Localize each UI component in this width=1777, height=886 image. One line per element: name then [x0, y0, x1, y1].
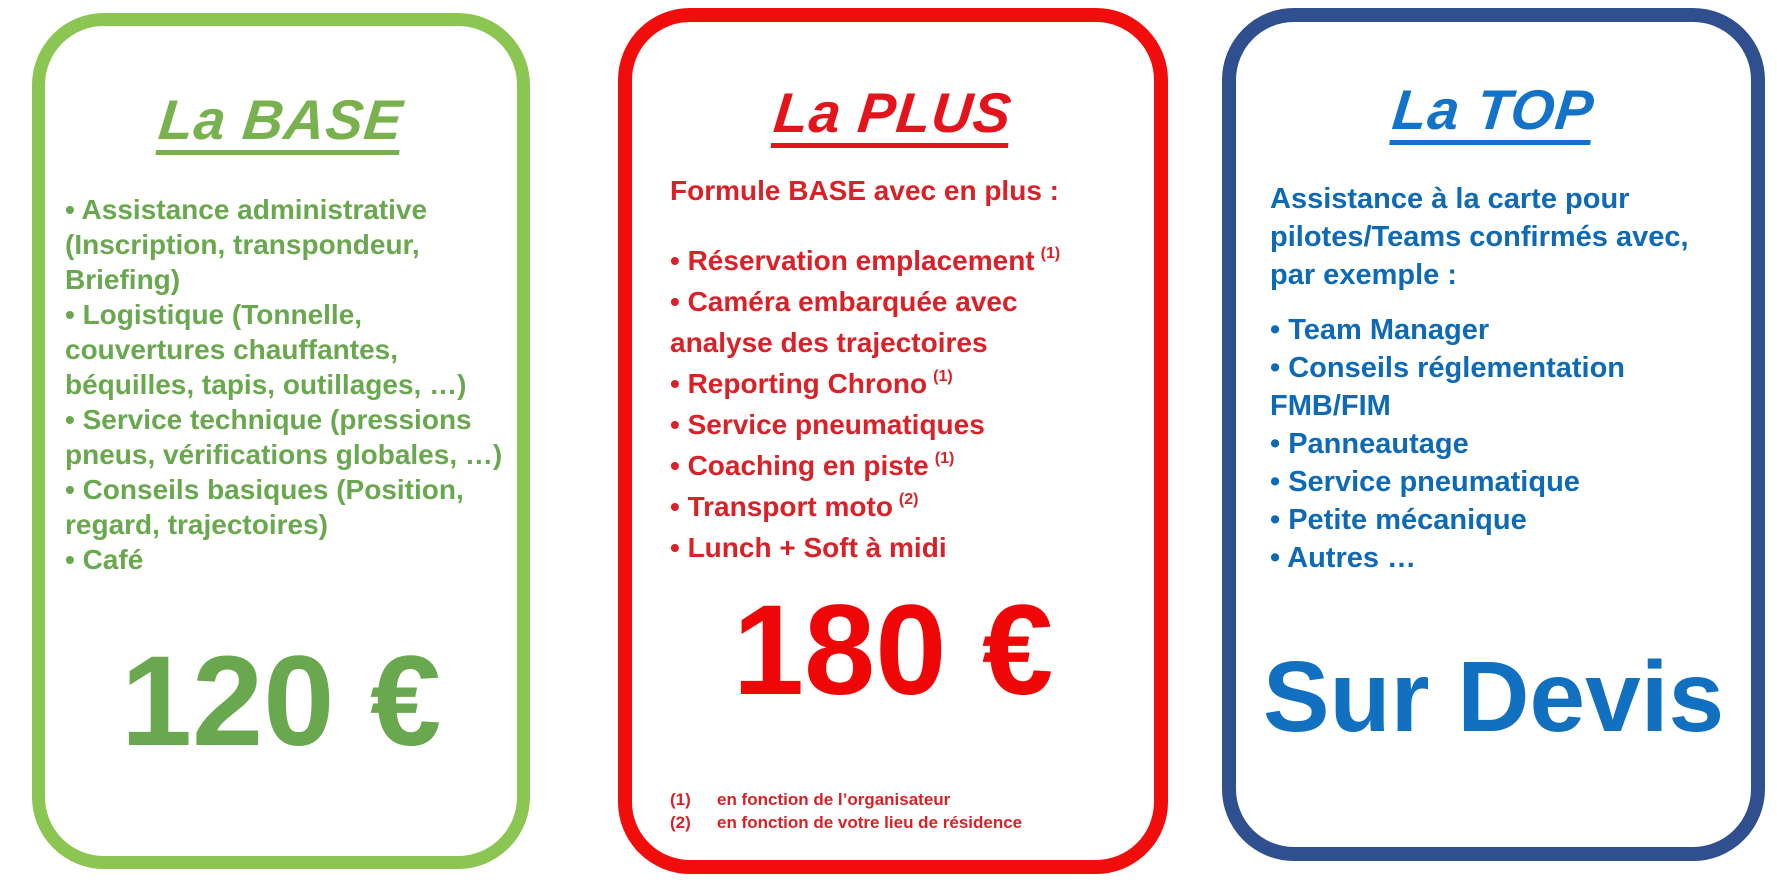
card-la-top [1222, 8, 1765, 861]
footnote-marker: (2) [670, 813, 691, 832]
feature-text: • Lunch + Soft à midi [670, 532, 947, 563]
feature-text: • Réservation emplacement [670, 245, 1035, 276]
feature-line: FMB/FIM [1270, 390, 1391, 422]
card-top-intro [1270, 180, 1745, 294]
feature-line: • Logistique (Tonnelle, [65, 299, 363, 330]
feature-line: • Conseils réglementation [1270, 352, 1626, 384]
feature-line [670, 284, 1148, 325]
feature-line: • Team Manager [1270, 314, 1490, 346]
feature-line [670, 243, 1148, 284]
intro-line: pilotes/Teams confirmés avec, [1270, 221, 1689, 253]
feature-line: (Inscription, transpondeur, [65, 229, 420, 260]
card-plus-intro: Formule BASE avec en plus : [670, 175, 1059, 206]
feature-line [670, 489, 1148, 530]
feature-text: analyse des trajectoires [670, 327, 988, 358]
feature-line: • Conseils basiques (Position, [65, 474, 464, 505]
feature-line [670, 448, 1148, 489]
card-base-title: La BASE [155, 88, 407, 151]
card-top-feature-list [1270, 311, 1745, 577]
feature-text: • Transport moto [670, 491, 893, 522]
footnote-text: en fonction de votre lieu de résidence [717, 813, 1023, 832]
feature-line: couvertures chauffantes, [65, 334, 398, 365]
feature-line: • Service pneumatique [1270, 466, 1580, 498]
feature-line: • Petite mécanique [1270, 504, 1527, 536]
footnote-marker: (1) [670, 790, 691, 809]
feature-line [670, 366, 1148, 407]
feature-text: • Coaching en piste [670, 450, 929, 481]
footnote [670, 811, 1022, 834]
feature-line: pneus, vérifications globales, …) [65, 439, 503, 470]
card-plus-feature-list [670, 243, 1148, 571]
feature-line: • Panneautage [1270, 428, 1469, 460]
footnote-ref: (2) [898, 491, 919, 508]
intro-line: Assistance à la carte pour [1270, 183, 1630, 215]
card-base-feature-list [65, 192, 511, 577]
feature-text: • Caméra embarquée avec [670, 286, 1018, 317]
feature-line: • Assistance administrative [65, 194, 428, 225]
card-base-price: 120 € [120, 630, 442, 773]
footnote-ref: (1) [934, 450, 955, 467]
feature-line [670, 530, 1148, 571]
footnote-ref: (1) [933, 368, 953, 385]
footnote-ref: (1) [1040, 245, 1061, 262]
feature-line: • Autres … [1270, 542, 1417, 574]
footnote [670, 788, 1022, 811]
feature-line [670, 325, 1148, 366]
card-plus-footnotes [670, 788, 1022, 834]
feature-line: • Service technique (pressions [65, 404, 472, 435]
card-la-plus [618, 8, 1168, 874]
card-la-base [32, 13, 530, 869]
feature-line: Briefing) [65, 264, 181, 295]
feature-text: • Service pneumatiques [670, 409, 985, 440]
card-top-title: La TOP [1389, 78, 1598, 141]
card-plus-title: La PLUS [771, 81, 1015, 144]
feature-line: • Café [65, 544, 144, 575]
intro-line: par exemple : [1270, 259, 1457, 291]
feature-line: béquilles, tapis, outillages, …) [65, 369, 467, 400]
feature-line: regard, trajectoires) [65, 509, 328, 540]
card-plus-price: 180 € [732, 579, 1054, 722]
feature-line [670, 407, 1148, 448]
card-top-price: Sur Devis [1262, 641, 1725, 753]
footnote-text: en fonction de l’organisateur [717, 790, 951, 809]
feature-text: • Reporting Chrono [670, 368, 928, 399]
